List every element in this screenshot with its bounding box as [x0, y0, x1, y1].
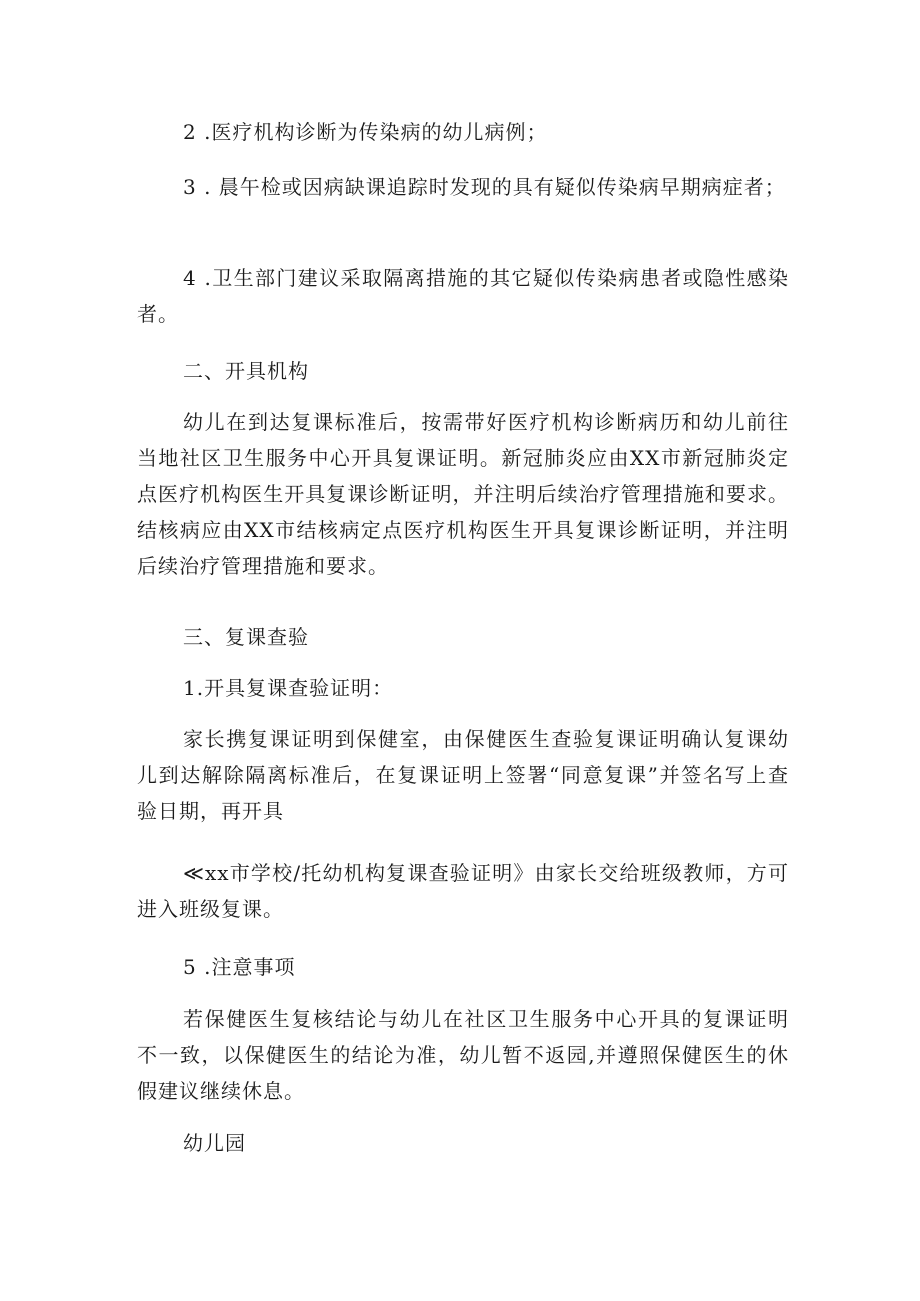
list-item-2: 2 .医疗机构诊断为传染病的幼儿病例；: [183, 120, 548, 144]
subheading-issue-check-certificate: 1.开具复课查验证明：: [183, 676, 394, 700]
section-heading-resumption-check: 三、复课查验: [183, 625, 309, 649]
paragraph-check-certificate: ≪xx市学校/托幼机构复课查验证明》由家长交给班级教师，方可进入班级复课。: [137, 861, 789, 921]
paragraph-notes: 若保健医生复核结论与幼儿在社区卫生服务中心开具的复课证明不一致，以保健医生的结论为准，幼儿暂不返园,并遵照保健医生的休假建议继续休息。: [137, 1007, 789, 1103]
paragraph-parent-procedure: 家长携复课证明到保健室，由保健医生查验复课证明确认复课幼儿到达解除隔离标准后，在复课证明上签署“同意复课”并签名写上查验日期，再开具: [137, 727, 789, 823]
subheading-notes: 5 .注意事项: [183, 955, 296, 979]
signature-kindergarten: 幼儿园: [183, 1131, 246, 1155]
paragraph-issuing-agency: 幼儿在到达复课标准后，按需带好医疗机构诊断病历和幼儿前往当地社区卫生服务中心开具复课证明。新冠肺炎应由XX市新冠肺炎定点医疗机构医生开具复课诊断证明，并注明后续治疗管理措施和要求。结核病应由XX市结核病定点医疗机构医生开具复课诊断证明，并注明后续治疗管理措施和要求。: [137, 410, 789, 578]
list-item-4: 4 .卫生部门建议采取隔离措施的其它疑似传染病患者或隐性感染者。: [137, 266, 789, 326]
section-heading-issuing-agency: 二、开具机构: [183, 359, 309, 383]
list-item-3: 3 . 晨午检或因病缺课追踪时发现的具有疑似传染病早期病症者；: [183, 175, 786, 199]
